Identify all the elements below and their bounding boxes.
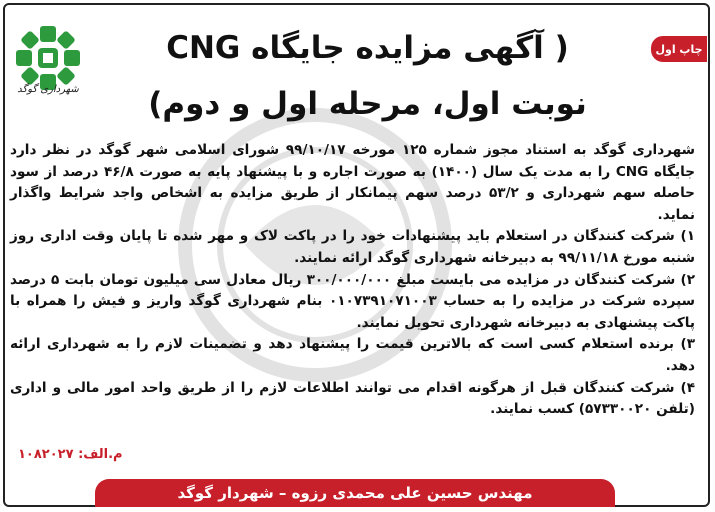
clause-3: ۳) برنده استعلام کسی است که بالاترین قیمت را پیشنهاد دهد و تضمینات لازم را به شهرداری ارائه دهد. [10, 336, 695, 374]
logo-caption: شهرداری گوگد [17, 84, 79, 95]
reference-number: م.الف: ۱۰۸۲۰۲۷ [18, 447, 123, 462]
notice-title-line1: ( آگهی مزایده جایگاه CNG [166, 30, 569, 66]
notice-title-line2: نوبت اول، مرحله اول و دوم) [148, 86, 587, 122]
mayor-signature-banner: مهندس حسین علی محمدی رزوه – شهردار گوگد [95, 479, 615, 507]
clause-1: ۱) شرکت کنندگان در استعلام باید پیشنهادات خود را در پاکت لاک و مهر شده تا پایان وقت اداری روز شنبه مورخ ۹۹/۱۱/۱۸ به دبیرخانه شهرداری گوگد ارائه نمایند. [10, 228, 695, 266]
intro-paragraph: شهرداری گوگد به استناد مجوز شماره ۱۲۵ مورخه ۹۹/۱۰/۱۷ شورای اسلامی شهر گوگد در نظر دارد جایگاه CNG را به مدت یک سال (۱۴۰۰) به صورت اجاره و با پیشنهاد پایه به صورت ۴۶/۸ درصد از سود حاصله سهم شهرداری و ۵۳/۲ درصد سهم پیمانکار از طریق مزایده به اشخاص واجد شرایط واگذار نماید. [10, 142, 695, 223]
clause-4: ۴) شرکت کنندگان قبل از هرگونه اقدام می توانند اطلاعات لازم را از طریق واحد امور مالی و اداری (تلفن ۵۷۳۳۰۰۲۰) کسب نمایند. [10, 379, 695, 418]
print-edition-badge: چاپ اول [651, 36, 707, 62]
clause-2: ۲) شرکت کنندگان در مزایده می بایست مبلغ ۳۰۰/۰۰۰/۰۰۰ ریال معادل سی میلیون تومان بابت ۵ درصد سپرده شرکت در مزایده را به حساب ۰۱۰۷۳۹۱۰۷۱۰۰۳ بنام شهرداری گوگد واریز و فیش را همراه با پاکت پیشنهادی به دبیرخانه شهرداری تحویل نمایند. [10, 271, 695, 331]
notice-body [10, 140, 695, 421]
